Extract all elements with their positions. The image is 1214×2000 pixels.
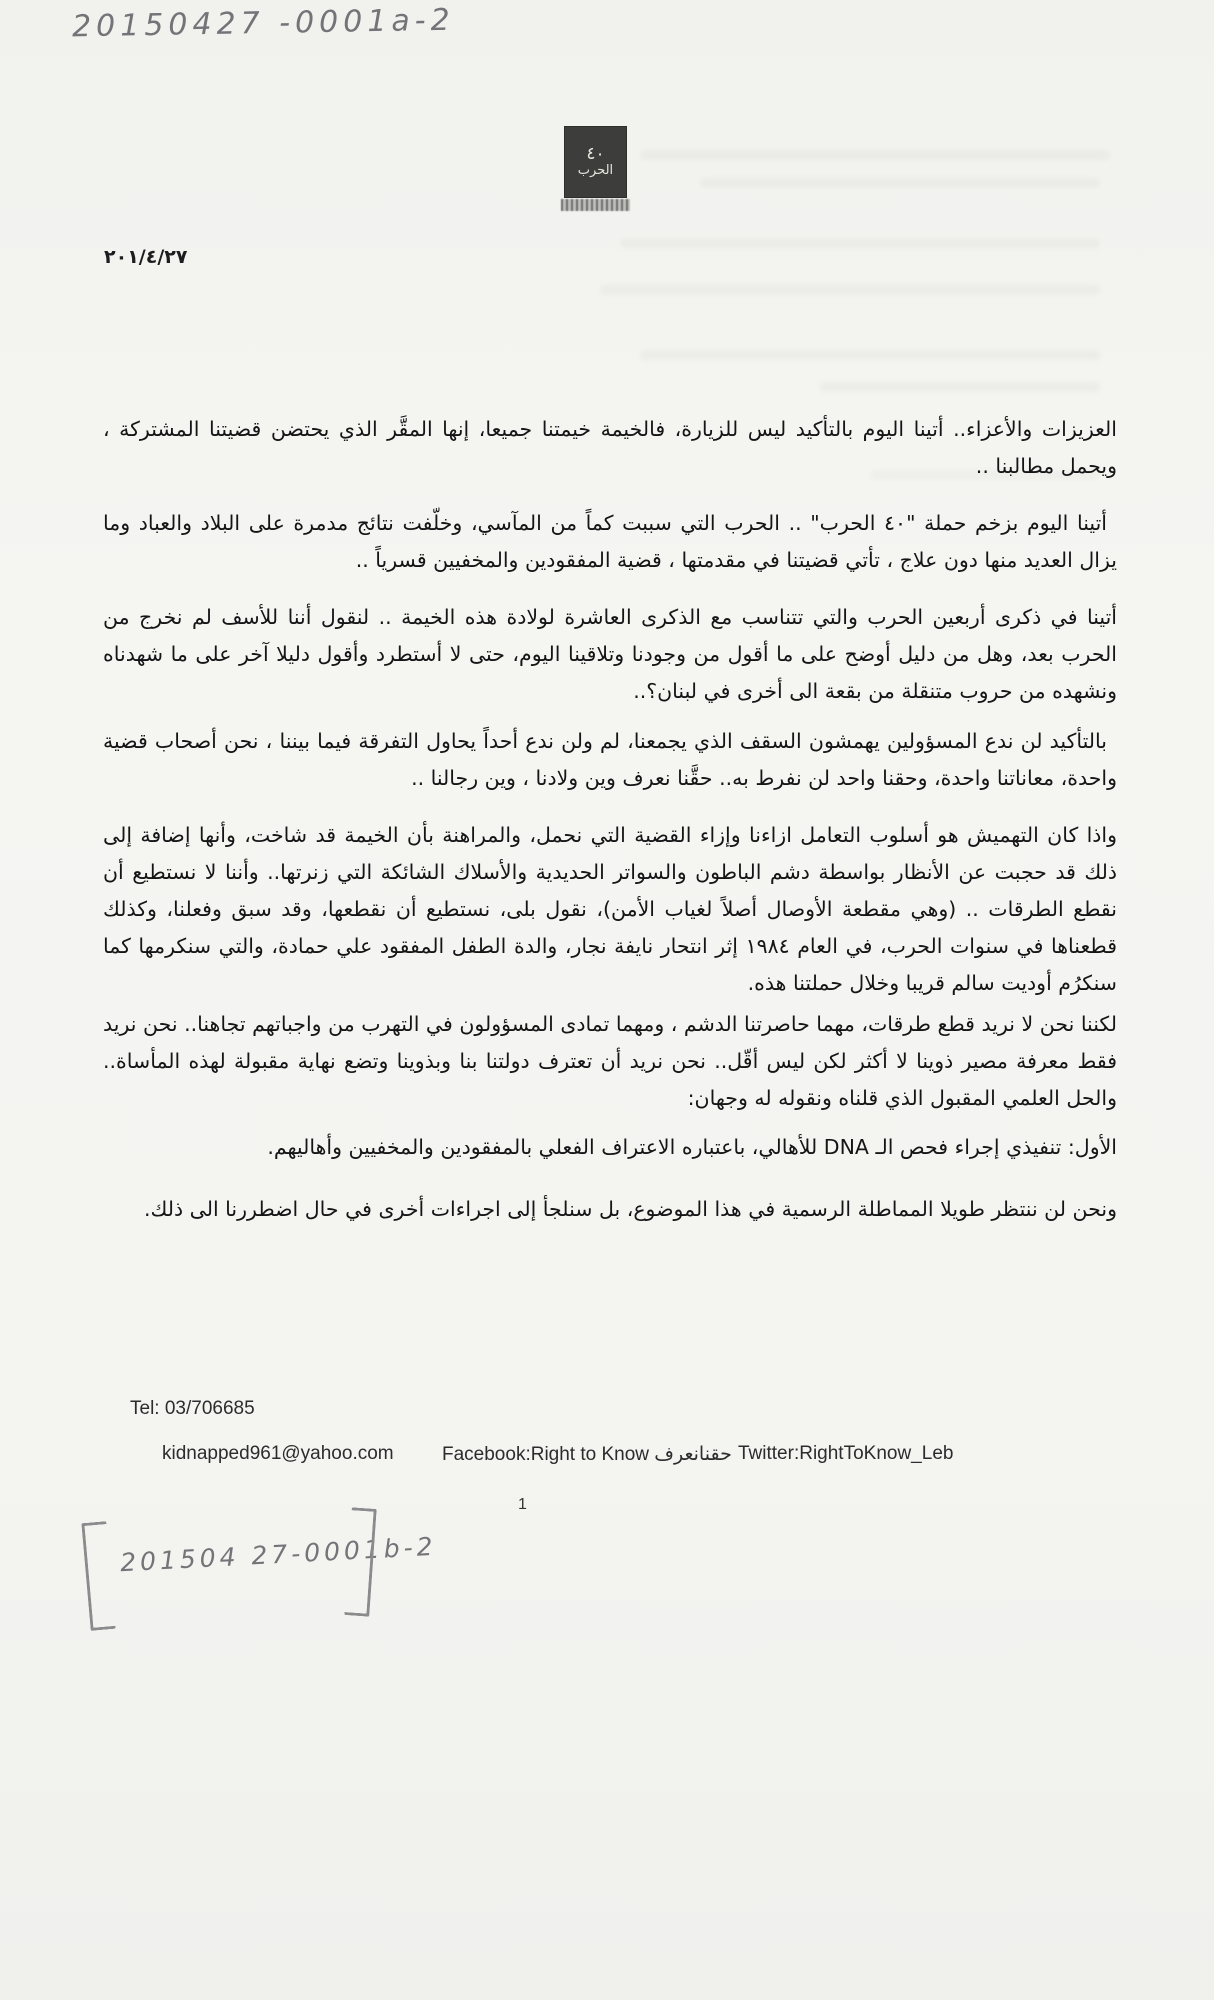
footer-tel: Tel: 03/706685 <box>130 1398 255 1419</box>
bottom-annotation: 201504 27-0001b-2 <box>119 1531 438 1578</box>
paragraph-campaign: أتينا اليوم بزخم حملة "٤٠ الحرب" .. الحرب التي سببت كماً من المآسي، وخلّفت نتائج مدمرة على البلاد والعباد وما يزال العديد منها دون علاج ، تأتي قضيتنا في مقدمتها ، قضية المفقودين والمخفيين قسرياً .. <box>103 511 1117 572</box>
paragraph-unity: بالتأكيد لن ندع المسؤولين يهمشون السقف الذي يجمعنا، لم ولن ندع أحداً يحاول التفرقة فيما بيننا ، نحن أصحاب قضية واحدة، معاناتنا واحدة، وحقنا واحد لن نفرط به.. حقَّنا نعرف وين ولادنا ، وين رجالنا .. <box>103 729 1117 790</box>
document-date: ٢٠١/٤/٢٧ <box>104 246 188 268</box>
campaign-logo <box>565 127 626 197</box>
bleed-through-ghost <box>600 285 1100 295</box>
bleed-through-ghost <box>700 178 1100 188</box>
footer-twitter: Twitter:RightToKnow_Leb <box>738 1443 954 1464</box>
paragraph-greeting: العزيزات والأعزاء.. أتينا اليوم بالتأكيد ليس للزيارة، فالخيمة خيمتنا جميعا، إنها المقَّر الذي يحتضن قضيتنا المشتركة ، ويحمل مطالبنا .. <box>103 417 1117 478</box>
logo-text-war: الحرب <box>577 163 614 179</box>
handwritten-bracket-left <box>81 1521 115 1631</box>
paragraph-marginalization: واذا كان التهميش هو أسلوب التعامل ازاءنا وإزاء القضية التي نحمل، والمراهنة بأن الخيمة قد شاخت، وأنها إضافة إلى ذلك قد حجبت عن الأنظار بواسطة دشم الباطون والسواتر الحديدية والأسلاك الشائكة التي زنرتها.. وأننا لا نستطيع أن نقطع الطرقات .. (وهي مقطعة الأوصال أصلاً لغياب الأمن)، نقول بلى، نستطيع أن نقطعها، وقد سبق وفعلنا، وكذلك قطعناها في سنوات الحرب، في العام ١٩٨٤ إثر انتحار نايفة نجار، والدة الطفل المفقود علي حمادة، والتي سنكرمها كما سنكرُم أوديت سالم قريبا وخلال حملتنا هذه. <box>103 823 1117 995</box>
footer-facebook: Facebook:Right to Know حقنانعرف <box>442 1444 732 1465</box>
logo-caption-strip <box>561 199 630 211</box>
top-annotation: 20150427 -0001a-2 <box>71 2 455 45</box>
handwritten-bracket-right <box>344 1507 376 1616</box>
paragraph-warning: ونحن لن ننتظر طويلا المماطلة الرسمية في هذا الموضوع، بل سنلجأ إلى اجراءات أخرى في حال اضطررنا الى ذلك. <box>143 1197 1117 1221</box>
page-number: 1 <box>518 1496 527 1513</box>
bleed-through-ghost <box>620 238 1100 248</box>
paragraph-dna: الأول: تنفيذي إجراء فحص الـ DNA للأهالي، باعتباره الاعتراف الفعلي بالمفقودين والمخفيين وأهاليهم. <box>267 1135 1117 1159</box>
logo-text-40: ٤٠ <box>586 143 605 164</box>
bleed-through-ghost <box>640 350 1100 360</box>
bleed-through-ghost <box>640 150 1110 160</box>
bleed-through-ghost <box>820 382 1100 392</box>
footer-email: kidnapped961@yahoo.com <box>162 1443 394 1464</box>
paragraph-anniversary: أتينا في ذكرى أربعين الحرب والتي تتناسب مع الذكرى العاشرة لولادة هذه الخيمة .. لنقول أننا للأسف لم نخرج من الحرب بعد، وهل من دليل أوضح على ما أقول من وجودنا وتلاقينا اليوم، حتى لا أستطرد وأقول دليلا آخر على ما شهدناه ونشهده من حروب متنقلة من بقعة الى أخرى في لبنان؟.. <box>103 605 1117 703</box>
paragraph-demands: لكننا نحن لا نريد قطع طرقات، مهما حاصرتنا الدشم ، ومهما تمادى المسؤولون في التهرب من واجباتهم تجاهنا.. نحن نريد فقط معرفة مصير ذوينا لا أكثر لكن ليس أقّل.. نحن نريد أن تعترف دولتنا بنا وبذوينا وتضع نهاية مقبولة لهذه المأساة.. والحل العلمي المقبول الذي قلناه ونقوله له وجهان: <box>103 1012 1117 1110</box>
